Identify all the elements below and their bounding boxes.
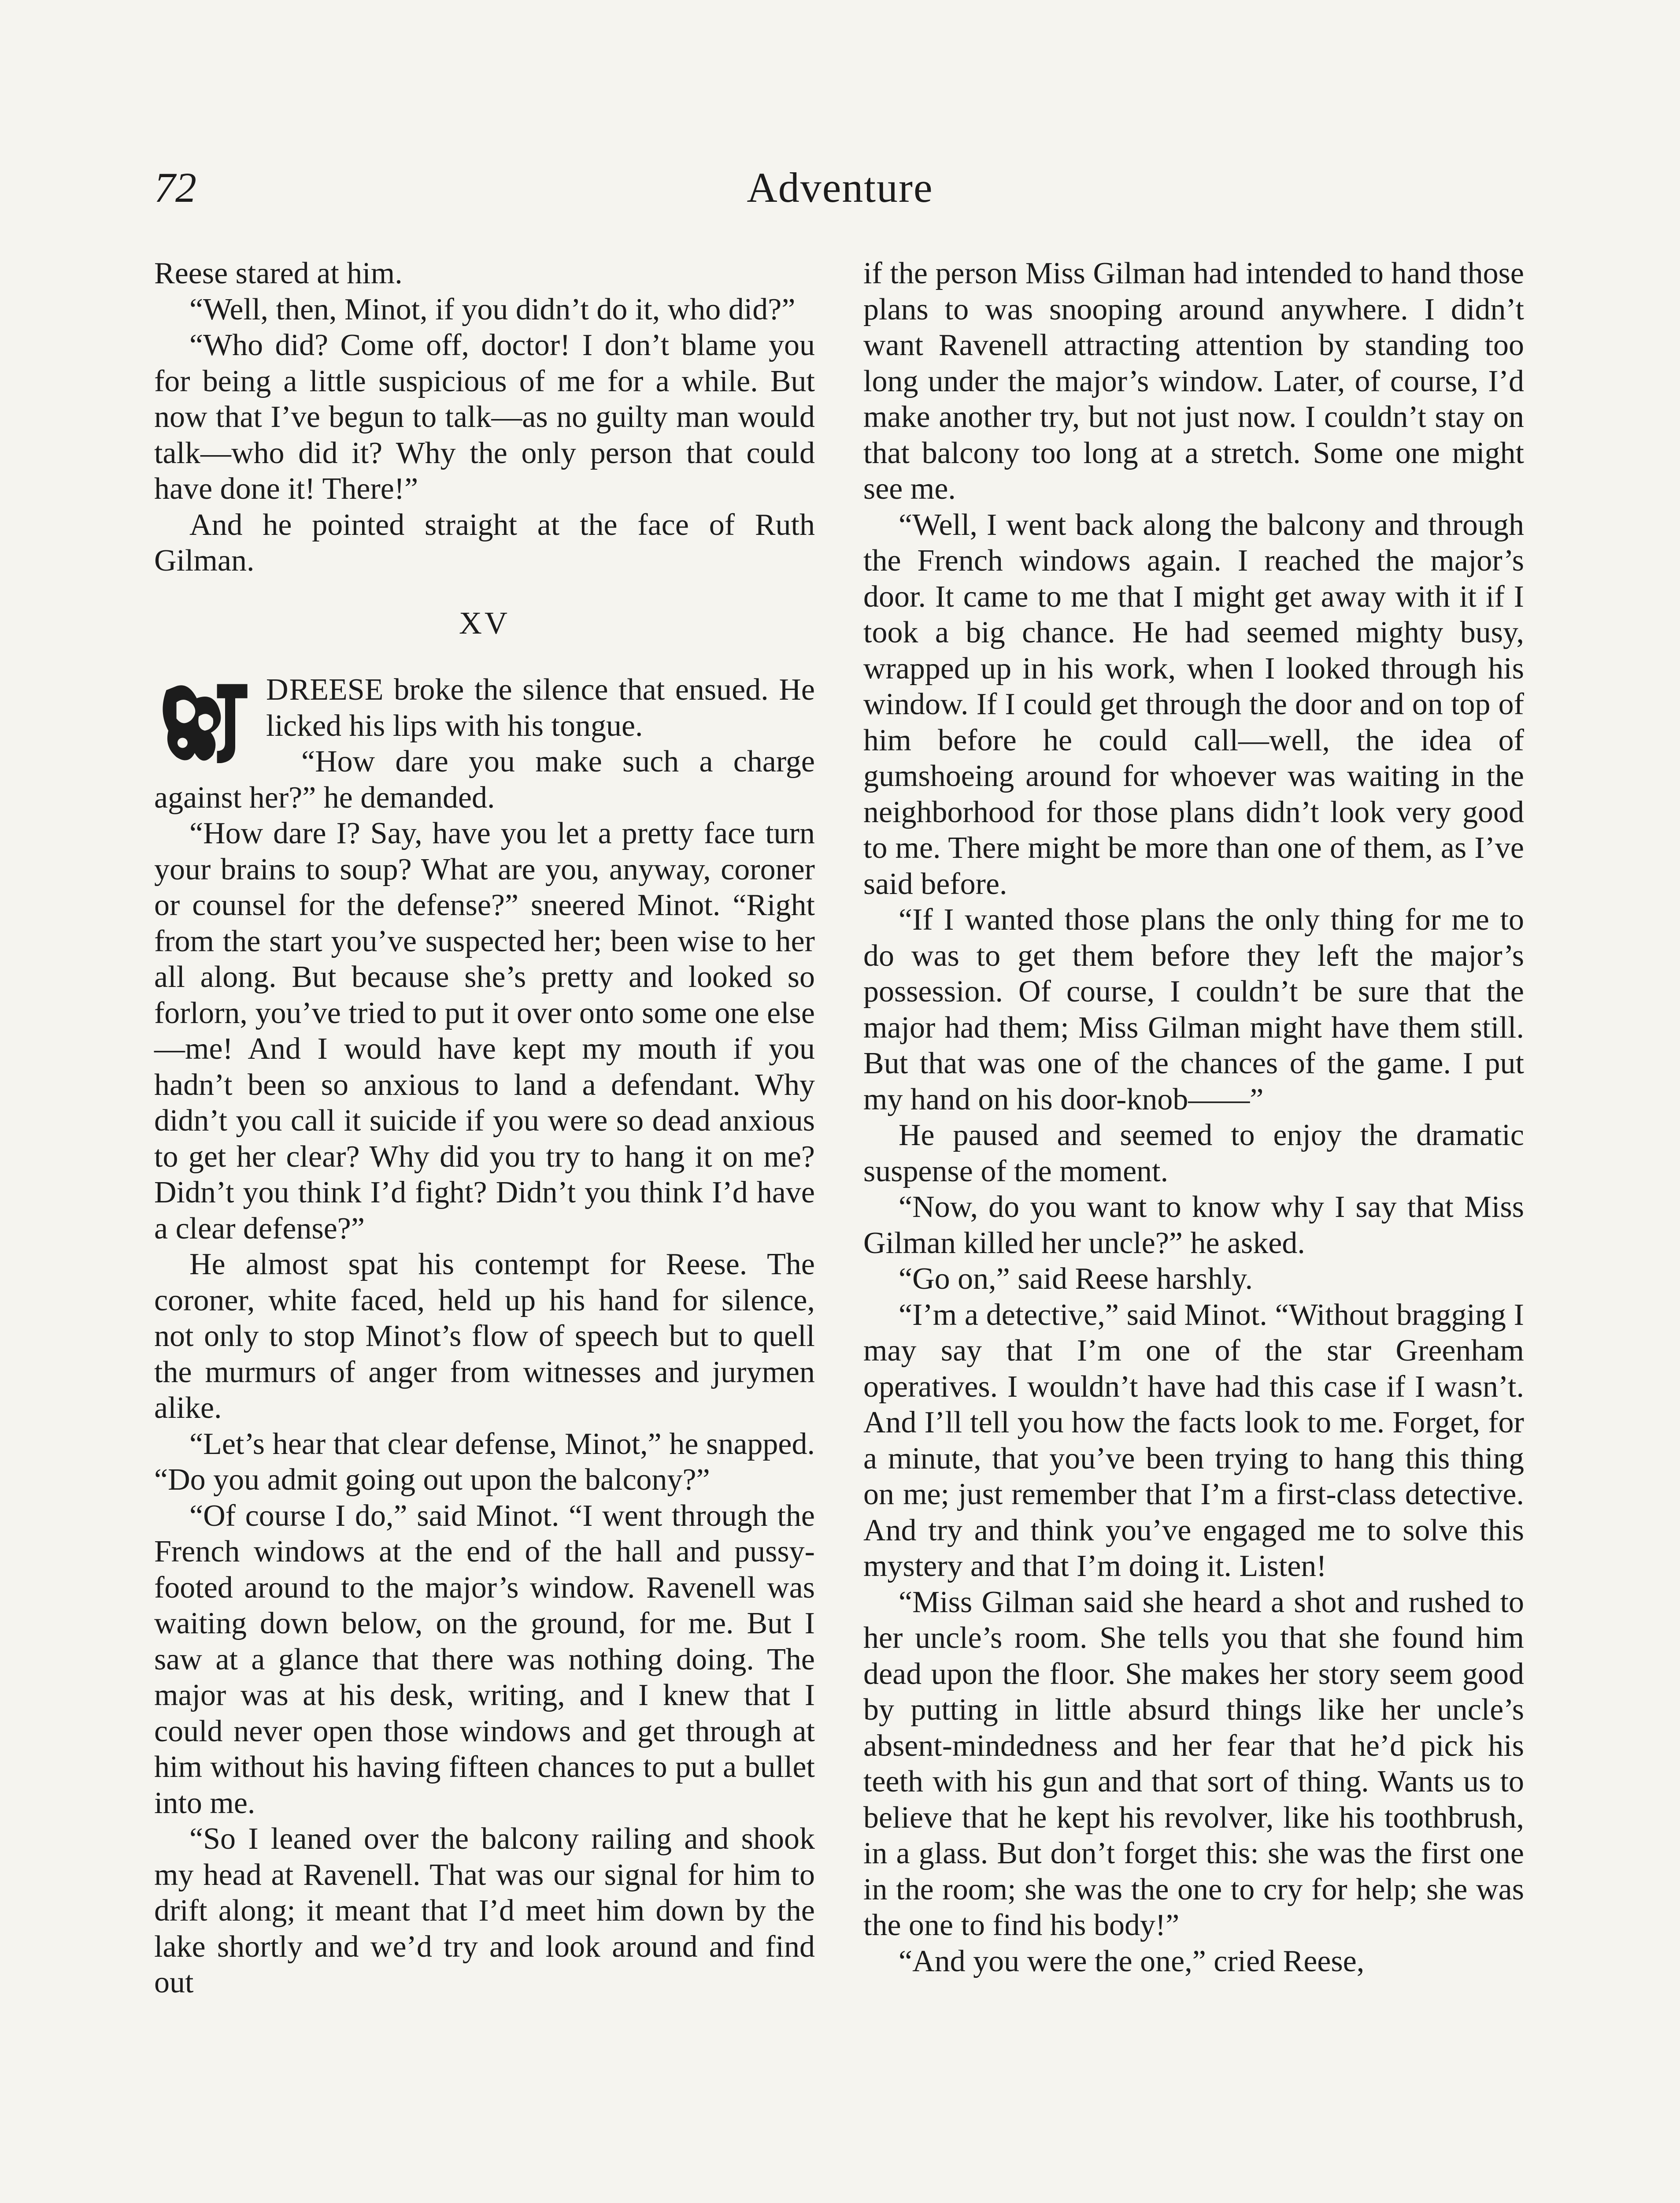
dropcap-letter: D xyxy=(266,673,289,707)
dropcap-ornament xyxy=(154,672,255,773)
paragraph: “I’m a detective,” said Minot. “Without bragging I may say that I’m one of the star Greenham operatives. I wouldn’t have had this case if I wasn’t. And I’ll tell you how the facts look to me. Forget, for a minute, that you’ve been trying to hang this thing on me; just remember that I’m a first-class detective. And try and think you’ve engaged me to solve this mystery and that I’m doing it. Listen! xyxy=(863,1298,1524,1583)
page-number: 72 xyxy=(154,164,196,211)
paragraph: He almost spat his contempt for Reese. The coroner, white faced, held up his hand for silence, not only to stop Minot’s flow of speech but to quell the murmurs of anger from witnesses and jurymen alike. xyxy=(154,1247,815,1425)
dropcap-paragraph xyxy=(154,672,815,744)
ornament-icon xyxy=(154,672,255,773)
chapter-number: XV xyxy=(459,605,510,641)
running-head: Adventure xyxy=(747,164,933,211)
paragraph: “Of course I do,” said Minot. “I went through the French windows at the end of the hall and pussy-footed around to the major’s window. Ravenell was waiting down below, on the ground, for me. But I saw at a glance that there was nothing doing. The major was at his desk, writing, and I knew that I could never open those windows and get through at him without his having fifteen chances to put a bullet into me. xyxy=(154,1498,815,1820)
paragraph: “And you were the one,” cried Reese, xyxy=(899,1944,1365,1978)
right-column xyxy=(863,256,1524,1979)
paragraph: “How dare I? Say, have you let a pretty face turn your brains to soup? What are you, anyway, coroner or counsel for the defense?” sneered Minot. “Right from the start you’ve suspected her; been wise to her all along. But because she’s pretty and looked so forlorn, you’ve tried to put it over onto some one else—me! And I would have kept my mouth if you hadn’t been so anxious to land a defendant. Why didn’t you call it suicide if you were so dead anxious to get her clear? Why did you try to hang it on me? Didn’t you think I’d fight? Didn’t you think I’d have a clear defense?” xyxy=(154,816,815,1246)
paragraph: “If I wanted those plans the only thing for me to do was to get them before they left the major’s possession. Of course, I couldn’t be sure that the major had them; Miss Gilman might have them still. But that was one of the chances of the game. I put my hand on his door-knob——” xyxy=(863,903,1524,1116)
left-column xyxy=(154,256,815,2001)
paragraph: “So I leaned over the balcony railing and shook my head at Ravenell. That was our signal for him to drift along; it meant that I’d meet him down by the lake shortly and we’d try and look around and find out xyxy=(154,1822,815,1999)
paragraph: “Well, then, Minot, if you didn’t do it, who did?” xyxy=(189,292,796,326)
dropcap-text: REESE broke the silence that ensued. He licked his lips with his tongue. xyxy=(266,673,815,743)
paragraph-continuation: if the person Miss Gilman had intended to hand those plans to was snooping around anywhere. I didn’t want Ravenell attracting attention by standing too long under the major’s window. Later, of course, I’d make another try, but not just now. I couldn’t stay on that balcony too long at a stretch. Some one might see me. xyxy=(863,256,1524,506)
paragraph: He paused and seemed to enjoy the dramatic suspense of the moment. xyxy=(863,1118,1524,1188)
paragraph: “Who did? Come off, doctor! I don’t blame you for being a little suspicious of me for a while. But now that I’ve begun to talk—as no guilty man would talk—who did it? Why the only person that could have done it! There!” xyxy=(154,328,815,506)
paragraph: “Let’s hear that clear defense, Minot,” he snapped. “Do you admit going out upon the balcony?” xyxy=(154,1427,815,1497)
paragraph: “Miss Gilman said she heard a shot and rushed to her uncle’s room. She tells you that she found him dead upon the floor. She makes her story seem good by putting in little absurd things like her uncle’s absent-mindedness and her fear that he’d pick his teeth with his gun and that sort of thing. Wants us to believe that he kept his revolver, like his toothbrush, in a glass. But don’t forget this: she was the first one in the room; she was the one to cry for help; she was the one to find his body!” xyxy=(863,1585,1524,1942)
paragraph: And he pointed straight at the face of Ruth Gilman. xyxy=(154,508,815,578)
paragraph: “How dare you make such a charge against her?” he demanded. xyxy=(154,745,815,815)
paragraph: “Now, do you want to know why I say that Miss Gilman killed her uncle?” he asked. xyxy=(863,1190,1524,1260)
paragraph: “Go on,” said Reese harshly. xyxy=(899,1262,1253,1296)
paragraph: Reese stared at him. xyxy=(154,256,403,290)
paragraph: “Well, I went back along the balcony and through the French windows again. I reached the major’s door. It came to me that I might get away with it if I took a big chance. He had seemed mighty busy, wrapped up in his work, when I looked through his window. If I could get through the door and on top of him before he could call—well, the idea of gumshoeing around for whoever was waiting in the neighborhood for those plans didn’t look very good to me. There might be more than one of them, as I’ve said before. xyxy=(863,508,1524,901)
